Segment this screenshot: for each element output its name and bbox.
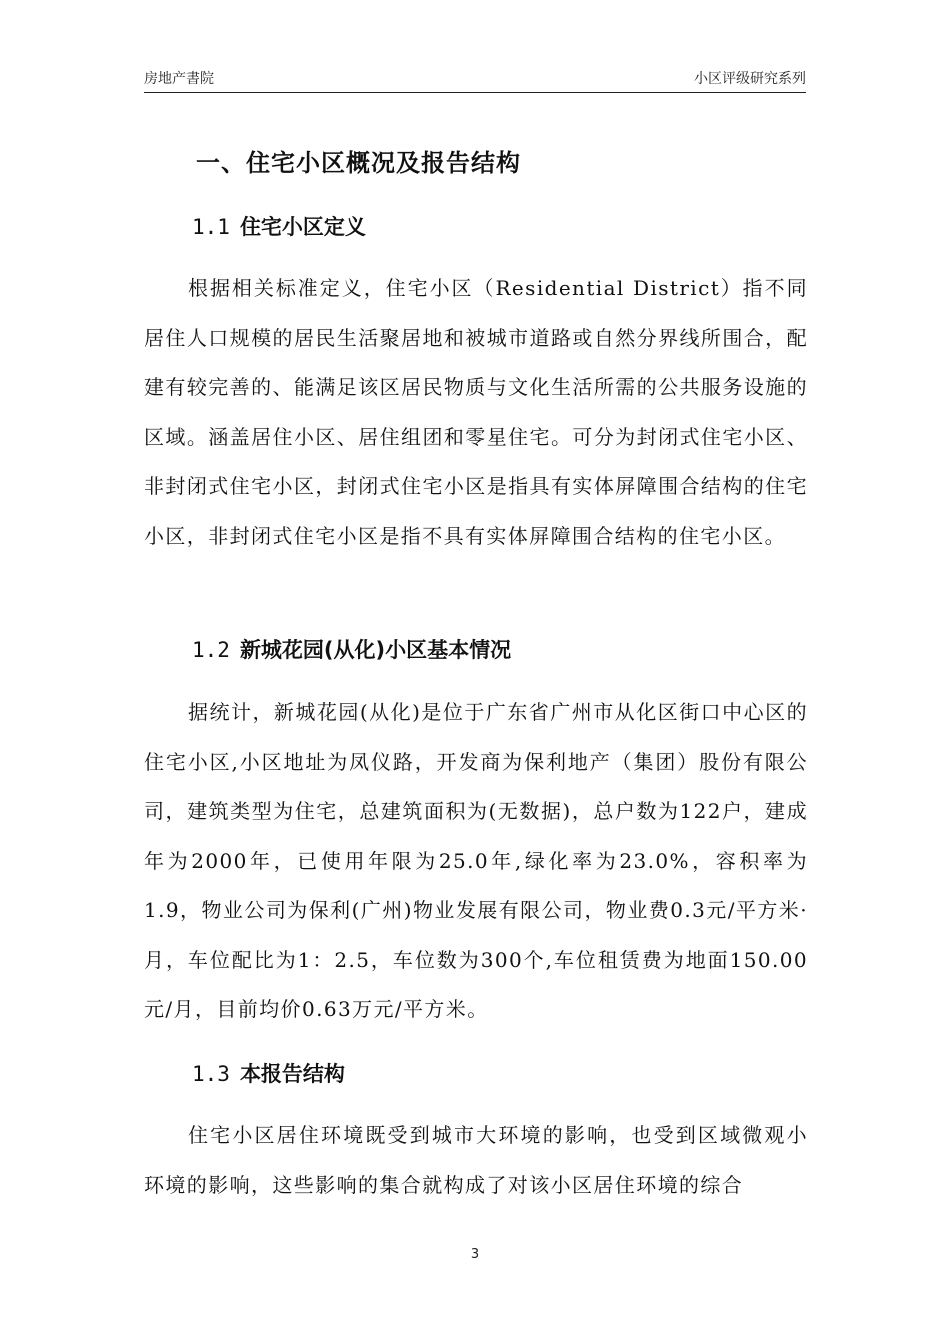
- section-number: 1.2: [192, 638, 230, 662]
- section-heading-1-3: [192, 1058, 345, 1088]
- header-series-title: 小区评级研究系列: [694, 71, 806, 87]
- section-paragraph-1-2: 据统计，新城花园(从化)是位于广东省广州市从化区街口中心区的住宅小区,小区地址为凤仪路，开发商为保利地产（集团）股份有限公司，建筑类型为住宅，总建筑面积为(无数据)，总户数为122户，建成年为2000年，已使用年限为25.0年,绿化率为23.0%，容积率为1.9，物业公司为保利(广州)物业发展有限公司，物业费0.3元/平方米·月，车位配比为1：2.5，车位数为300个,车位租赁费为地面150.00元/月，目前均价0.63万元/平方米。: [144, 700, 808, 1021]
- section-paragraph-1-3: 住宅小区居住环境既受到城市大环境的影响，也受到区域微观小环境的影响，这些影响的集合就构成了对该小区居住环境的综合: [144, 1123, 808, 1197]
- section-heading-1-1: [192, 211, 366, 241]
- header-publisher: 房地产書院: [144, 71, 214, 87]
- section-title: 新城花园(从化)小区基本情况: [239, 638, 512, 662]
- section-heading-1-2: [192, 634, 511, 664]
- chapter-title: 一、住宅小区概况及报告结构: [196, 149, 521, 177]
- section-paragraph-1-1: 根据相关标准定义，住宅小区（Residential District）指不同居住人口规模的居民生活聚居地和被城市道路或自然分界线所围合，配建有较完善的、能满足该区居民物质与文化生活所需的公共服务设施的区域。涵盖居住小区、居住组团和零星住宅。可分为封闭式住宅小区、非封闭式住宅小区，封闭式住宅小区是指具有实体屏障围合结构的住宅小区，非封闭式住宅小区是指不具有实体屏障围合结构的住宅小区。: [144, 276, 808, 548]
- section-number: 1.3: [192, 1062, 230, 1086]
- page-number: 3: [470, 1247, 480, 1262]
- section-title: 住宅小区定义: [239, 215, 366, 239]
- section-number: 1.1: [192, 215, 230, 239]
- section-title: 本报告结构: [239, 1062, 345, 1086]
- page-header: [144, 66, 806, 93]
